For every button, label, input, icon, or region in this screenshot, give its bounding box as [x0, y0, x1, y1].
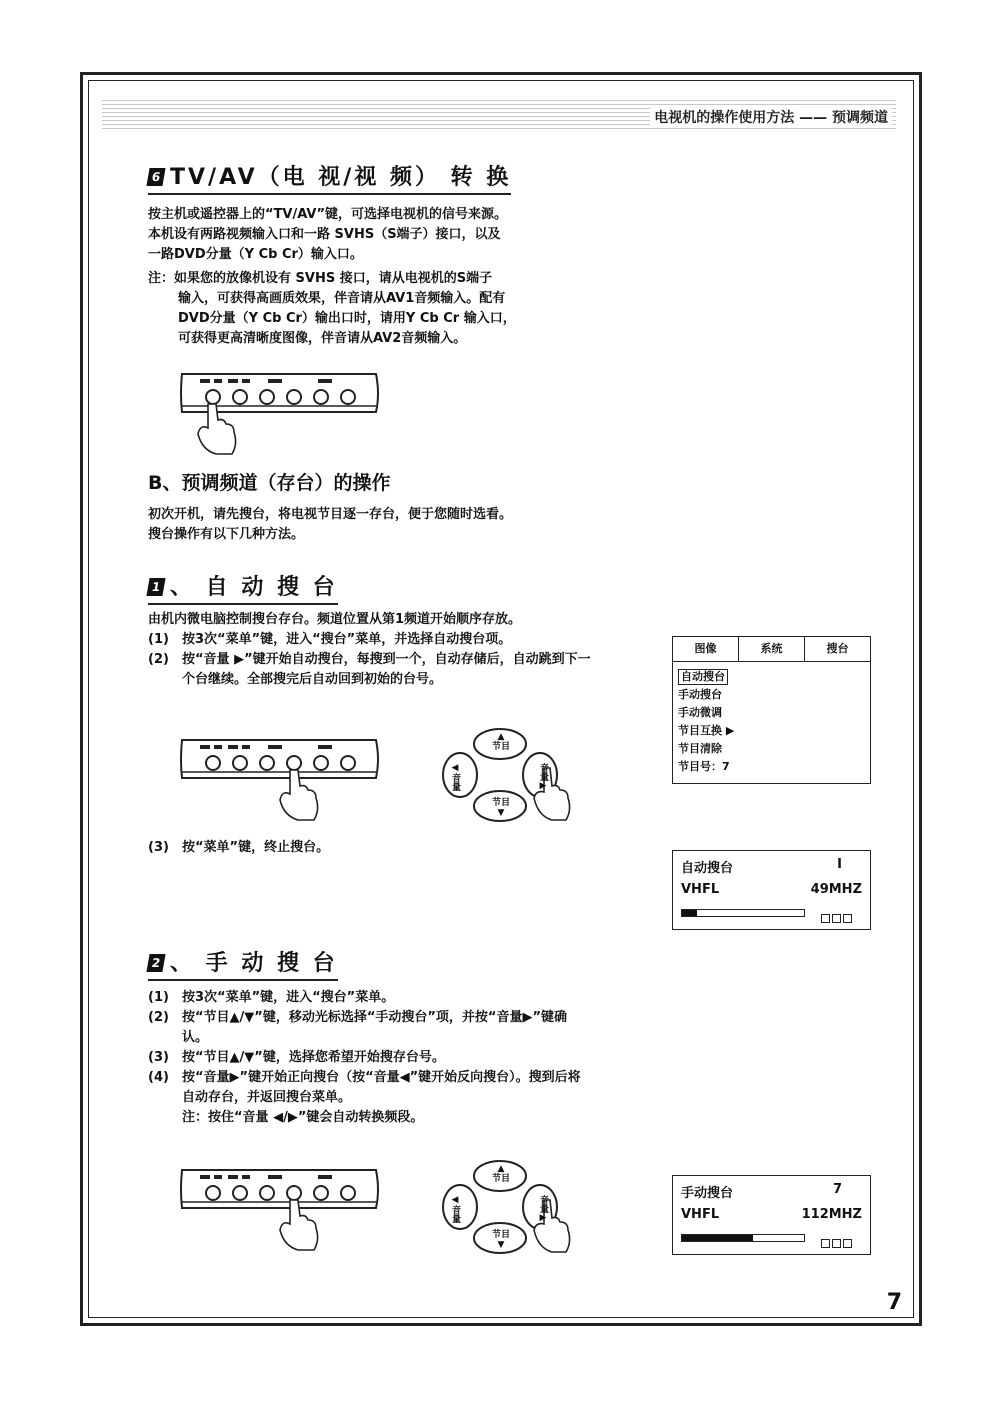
volume-right-key: 音量▶	[538, 763, 548, 791]
osd-frequency: 112MHZ	[801, 1207, 862, 1222]
osd-band: VHFL	[681, 882, 720, 897]
menu-item: 手动搜台	[678, 688, 722, 701]
step-item: (3) 按“节目▲/▼”键，选择您希望开始搜存台号。	[148, 1050, 445, 1065]
menu-items	[673, 662, 870, 782]
section-1-body	[148, 610, 628, 690]
menu-item: 节目互换 ▶	[678, 724, 735, 737]
section-b-body	[148, 505, 512, 545]
menu-item	[678, 668, 865, 686]
remote-keypad-illustration	[436, 724, 576, 828]
osd-label: 自动搜台	[681, 861, 734, 876]
auto-search-osd	[672, 850, 871, 930]
channel-up-key: ▲ 节目	[491, 1164, 510, 1184]
section-1-step3	[148, 838, 329, 858]
channel-down-key: 节目 ▼	[491, 1230, 510, 1250]
step-item: (2) 按“音量 ▶”键开始自动搜台，每搜到一个，自动存储后，自动跳到下一个台继续。全部搜完后自动回到初始的台号。	[148, 652, 591, 687]
page-header: 电视机的操作使用方法 —— 预调频道	[650, 107, 892, 127]
menu-item: 手动微调	[678, 706, 722, 719]
paragraph: 按主机或遥控器上的“TV/AV”键，可选择电视机的信号来源。	[148, 207, 508, 222]
manual-search-osd	[672, 1175, 871, 1255]
tv-panel-illustration	[176, 366, 386, 458]
tv-panel-illustration	[176, 732, 386, 824]
paragraph: 一路DVD分量（Y Cb Cr）输入口。	[148, 247, 363, 262]
section-6-body	[148, 205, 516, 349]
section-1-number: 1	[146, 578, 165, 596]
search-progress-bar	[681, 1234, 805, 1242]
step-item: (3) 按“菜单”键，终止搜台。	[148, 840, 330, 855]
menu-item: 节目号：7	[678, 760, 730, 773]
progress-fill	[682, 1235, 753, 1241]
channel-up-key: ▲ 节目	[491, 732, 510, 752]
step-item: (1) 按3次“菜单”键，进入“搜台”菜单，并选择自动搜台项。	[148, 632, 512, 647]
tv-panel-illustration	[176, 1162, 386, 1254]
paragraph: 由机内微电脑控制搜台存台。频道位置从第1频道开始顺序存放。	[148, 612, 522, 627]
volume-right-key: 音量▶	[538, 1195, 548, 1223]
osd-channel: 7	[832, 1182, 842, 1197]
channel-down-key: 节目 ▼	[491, 798, 510, 818]
step-note: 注：按住“音量 ◀/▶”键会自动转换频段。	[182, 1110, 424, 1125]
page-number: 7	[886, 1290, 902, 1315]
menu-item-selected: 自动搜台	[678, 669, 728, 685]
note-line: 注：如果您的放像机设有 SVHS 接口，请从电视机的S端子	[148, 271, 493, 286]
paragraph: 初次开机，请先搜台，将电视节目逐一存台，便于您随时选看。	[148, 507, 513, 522]
section-1-title: 1 、 自 动 搜 台	[148, 570, 338, 605]
osd-channel: I	[837, 857, 842, 872]
section-2-body	[148, 988, 608, 1128]
note-line: DVD分量（Y Cb Cr）输出口时，请用Y Cb Cr 输入口，	[178, 311, 516, 326]
section-2-number: 2	[146, 954, 165, 972]
step-item: (2) 按“节目▲/▼”键，移动光标选择“手动搜台”项，并按“音量▶”键确认。	[148, 1010, 568, 1045]
tab-search: 搜台	[826, 642, 849, 655]
menu-tabs	[673, 637, 870, 662]
volume-left-key: ◀音量	[450, 763, 460, 791]
paragraph: 搜台操作有以下几种方法。	[148, 527, 305, 542]
section-6-title: 6 TV/AV（电 视/视 频） 转 换	[148, 160, 511, 195]
remote-keypad-illustration	[436, 1156, 576, 1260]
progress-fill	[682, 910, 697, 916]
note-line: 输入，可获得高画质效果，伴音请从AV1音频输入。配有	[178, 291, 506, 306]
osd-indicator-squares	[819, 1233, 852, 1252]
section-2-title: 2 、 手 动 搜 台	[148, 946, 338, 981]
section-6-number: 6	[146, 168, 165, 186]
osd-label: 手动搜台	[681, 1186, 734, 1201]
section-b-title: B、预调频道（存台）的操作	[148, 472, 391, 494]
note-line: 可获得更高清晰度图像，伴音请从AV2音频输入。	[178, 331, 467, 346]
paragraph: 本机设有两路视频输入口和一路 SVHS（S端子）接口，以及	[148, 227, 501, 242]
search-progress-bar	[681, 909, 805, 917]
volume-left-key: ◀音量	[450, 1195, 460, 1223]
osd-band: VHFL	[681, 1207, 720, 1222]
osd-frequency: 49MHZ	[810, 882, 862, 897]
tab-system: 系统	[739, 637, 805, 661]
step-item: (1) 按3次“菜单”键，进入“搜台”菜单。	[148, 990, 395, 1005]
step-item: (4) 按“音量▶”键开始正向搜台（按“音量◀”键开始反向搜台）。搜到后将自动存台，并返回搜台菜单。	[148, 1070, 581, 1105]
tab-picture: 图像	[673, 637, 739, 661]
search-menu-osd	[672, 636, 871, 784]
osd-indicator-squares	[819, 908, 852, 927]
menu-item: 节目清除	[678, 742, 722, 755]
